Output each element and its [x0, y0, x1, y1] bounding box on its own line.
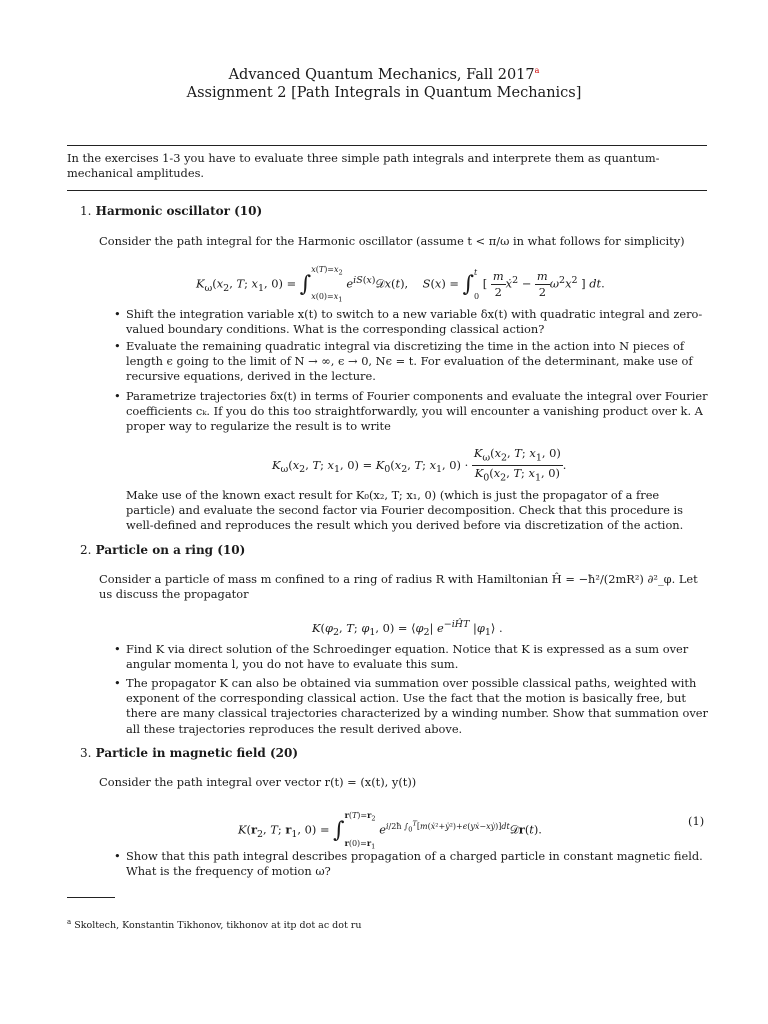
document-subtitle: Assignment 2 [Path Integrals in Quantum Mechanics]	[186, 85, 582, 101]
bullet-icon: •	[114, 339, 121, 353]
section-1-after: Make use of the known exact result for K₀(x₂, T; x₁, 0) (which is just the propagator of a free particle) and evaluate the second factor via Fourier decomposition. Check that this procedure is well-defined and reproduces the result which you derived before via discretization of the action.	[126, 488, 684, 533]
section-2-intro: Consider a particle of mass m confined to a ring of radius R with Hamiltonian Ĥ = −ħ²/(2mR²) ∂²_φ. Let us discuss the propagator	[99, 572, 698, 602]
footnote-mark-link[interactable]: a	[534, 66, 540, 75]
equation-number: (1)	[688, 814, 705, 828]
bullet-icon: •	[114, 849, 121, 863]
bullet-icon: •	[114, 389, 121, 403]
bottom-rule	[67, 190, 707, 191]
section-1-equation: $K_\omega(x_2$, T; $x_1$, 0) = ∫ $x(T)=x_2$ $x(0)=x_1$ $e^{iS(x)}𝒟x(t)$, S(x) = ∫ t 0 [ $\frac{m}{2}$ ẋ$^2$ − $\frac{m}{2}$ $\omega^2x^2$ ] dt.	[196, 265, 605, 304]
bullet-icon: •	[114, 307, 121, 321]
section-2-bullet-2: • The propagator K can also be obtained via summation over possible classical paths, weighted with exponent of the corresponding classical action. Use the fact that the motion is basically free, but there are many classical trajectories characterized by a winding number. Show that summation over all these trajectories reproduces the result derived above.	[114, 676, 708, 736]
bullet-icon: •	[114, 676, 121, 690]
section-3-bullet-1: • Show that this path integral describes propagation of a charged particle in constant magnetic field. What is the frequency of motion ω?	[114, 849, 703, 879]
footnote: $^a$ Skoltech, Konstantin Tikhonov, tikhonov at itp dot ac dot ru	[67, 918, 362, 932]
section-3-intro: Consider the path integral over vector r(t) = (x(t), y(t))	[99, 775, 417, 789]
section-1-equation-2: $K_\omega(x_2$, T; $x_1$, $0) = K_0(x_2$, T; $x_1$, 0) · $\frac{K_\omega(x_2, T; x_1, 0)}{K_0(x_2, T; x_1, 0)}$ .	[272, 446, 567, 484]
section-1-intro: Consider the path integral for the Harmonic oscillator (assume t < π/ω in what follows for simplicity)	[99, 234, 685, 248]
section-2-bullet-1: • Find K via direct solution of the Schroedinger equation. Notice that K is expressed as a sum over angular momenta l, you do not have to evaluate this sum.	[114, 642, 689, 672]
top-rule	[67, 145, 707, 146]
footnote-rule	[67, 897, 115, 898]
section-3-equation: $K(r_2$, T; $r_1$, 0) = ∫ $r(T)=r_2$ $r(0)=r_1$ $e^{i/2ħ \int_0^T[m(ẋ^2+ẏ^2)+\epsilon(yẋ-xẏ)]dt}𝒟r(t)$.	[238, 810, 542, 851]
section-1-bullet-2: • Evaluate the remaining quadratic integral via discretizing the time in the action into N pieces of length ϵ going to the limit of N → ∞, ϵ → 0, Nϵ = t. For evaluation of the determinant, make use of recursive equations, derived in the lecture.	[114, 339, 693, 384]
section-1-bullet-3: • Parametrize trajectories δx(t) in terms of Fourier components and evaluate the integral over Fourier coefficients cₖ. If you do this too straightforwardly, you will encounter a vanishing product over k. A proper way to regularize the result is to write	[114, 389, 708, 434]
section-2-heading: 2. Particle on a ring (10)	[80, 543, 246, 557]
bullet-icon: •	[114, 642, 121, 656]
abstract-text: In the exercises 1-3 you have to evaluate three simple path integrals and interprete them as quantum-mechanical amplitudes.	[67, 151, 660, 181]
section-1-bullet-1: • Shift the integration variable x(t) to switch to a new variable δx(t) with quadratic integral and zero-valued boundary conditions. What is the corresponding classical action?	[114, 307, 703, 337]
section-2-equation: $K(\varphi_2$, T; $\varphi_1$, $0) = ⟨\varphi_2|$ $e^{-iĤT}$ $|\varphi_1⟩$ .	[312, 619, 503, 639]
document-title: Advanced Quantum Mechanics, Fall 2017$^a$	[228, 66, 540, 83]
section-1-heading: 1. Harmonic oscillator (10)	[80, 204, 263, 218]
section-3-heading: 3. Particle in magnetic field (20)	[80, 746, 299, 760]
